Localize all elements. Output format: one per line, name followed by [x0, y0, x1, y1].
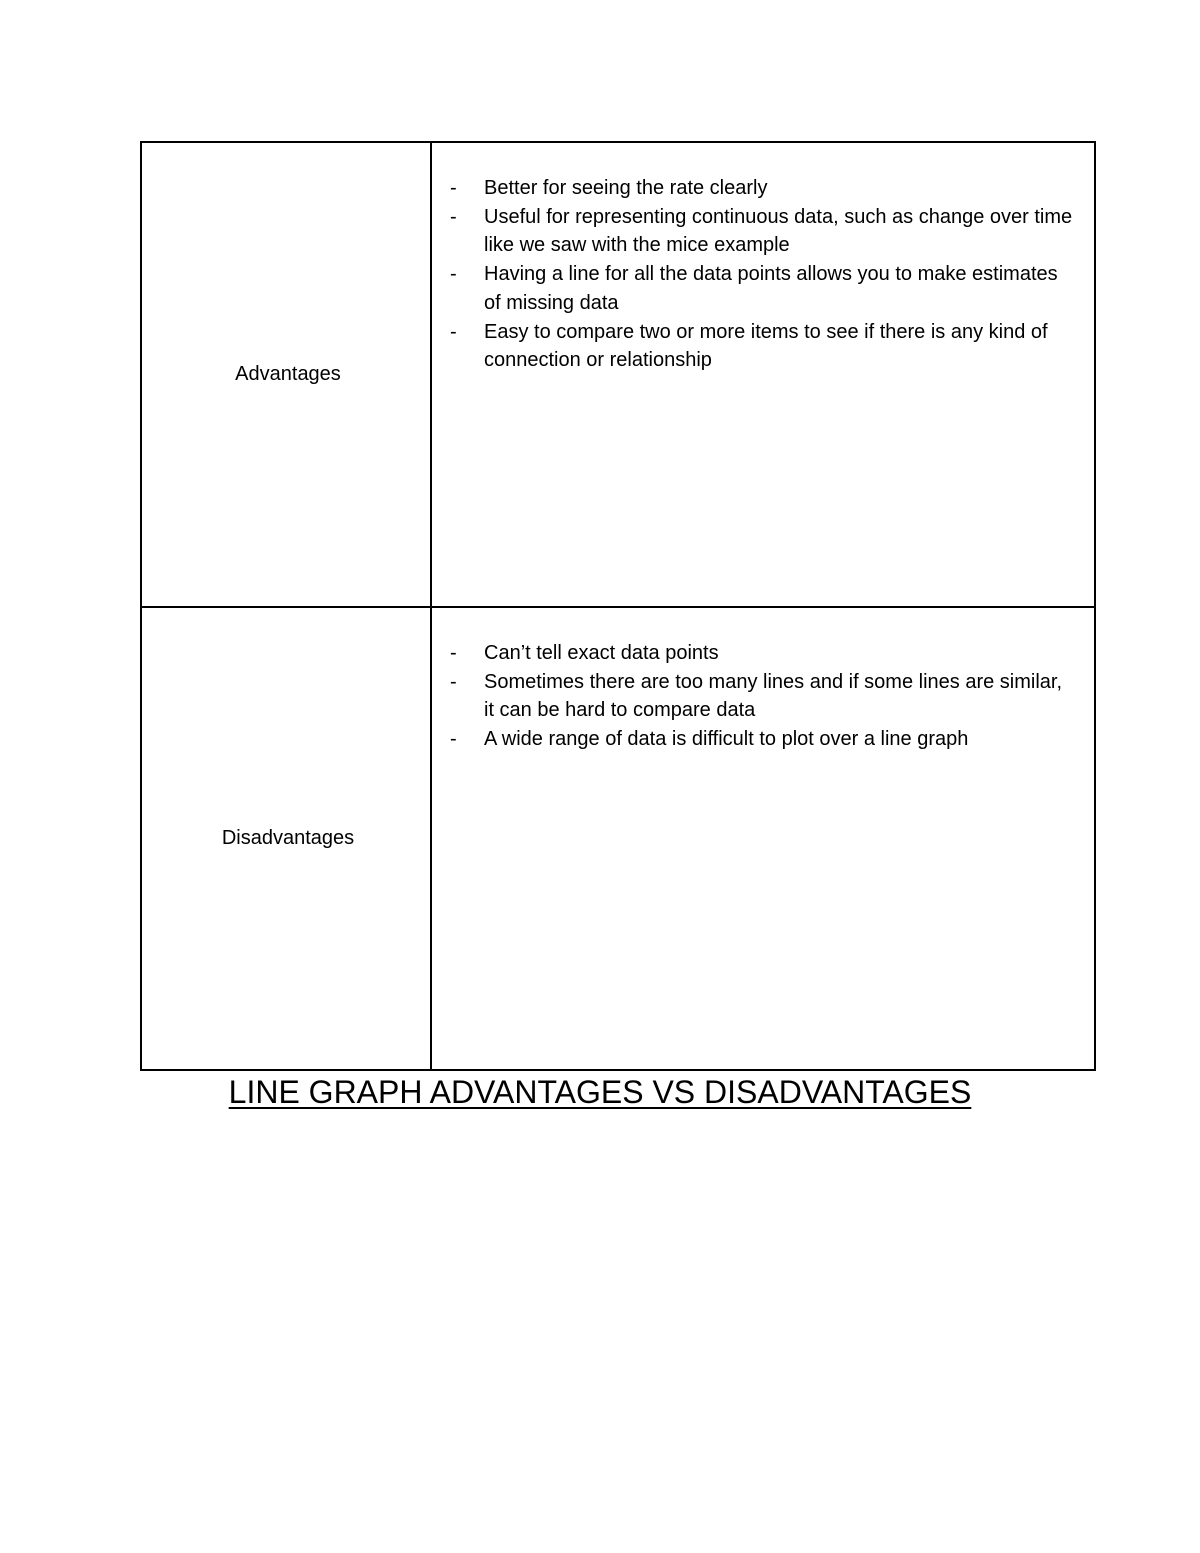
disadvantages-label-cell: [142, 608, 432, 1069]
list-item-text: Can’t tell exact data points: [484, 642, 719, 664]
list-item-text: Easy to compare two or more items to see if there is any kind of connection or relationship: [484, 320, 1048, 372]
disadvantages-label: Disadvantages: [221, 827, 355, 849]
disadvantages-content-cell: [432, 608, 1094, 1069]
document-title: [0, 1074, 1200, 1111]
advantages-label: Advantages: [235, 363, 341, 385]
disadvantages-list: [450, 639, 1076, 754]
list-item-text: Better for seeing the rate clearly: [484, 177, 768, 199]
list-item: [450, 668, 1076, 725]
list-item-text: Useful for representing continuous data, such as change over time like we saw with the mice example: [484, 205, 1073, 257]
bullet-dash: -: [450, 205, 457, 228]
advantages-label-cell: [142, 143, 432, 606]
comparison-table: [140, 141, 1096, 1071]
list-item: [450, 203, 1076, 260]
bullet-dash: -: [450, 177, 457, 199]
list-item: [450, 260, 1076, 317]
bullet-dash: -: [450, 642, 457, 664]
document-title-text: LINE GRAPH ADVANTAGES VS DISADVANTAGES: [228, 1074, 972, 1110]
bullet-dash: -: [450, 728, 457, 751]
bullet-dash: -: [450, 670, 457, 693]
list-item: [450, 174, 1076, 203]
bullet-dash: -: [450, 263, 457, 286]
advantages-list: [450, 174, 1076, 375]
advantages-row: [142, 143, 1094, 608]
disadvantages-row: [142, 608, 1094, 1069]
list-item-text: Having a line for all the data points allows you to make estimates of missing data: [484, 263, 1058, 314]
list-item: [450, 318, 1076, 375]
bullet-dash: -: [450, 320, 457, 343]
list-item: [450, 639, 1076, 668]
list-item: [450, 725, 1076, 754]
list-item-text: Sometimes there are too many lines and if some lines are similar, it can be hard to compare data: [484, 670, 1063, 722]
advantages-content-cell: [432, 143, 1094, 606]
list-item-text: A wide range of data is difficult to plot over a line graph: [484, 728, 969, 751]
